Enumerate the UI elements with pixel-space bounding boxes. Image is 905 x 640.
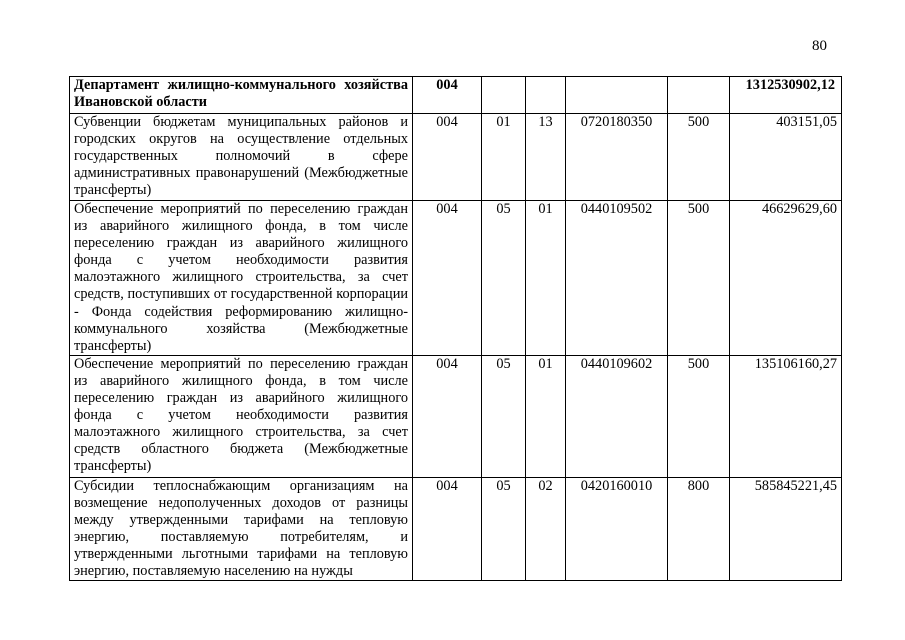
subsection-code-cell (526, 77, 566, 114)
expense-type-cell: 500 (668, 355, 730, 477)
budget-table (69, 76, 842, 581)
page-number: 80 (812, 38, 827, 54)
row-name-cell: Обеспечение мероприятий по переселению граждан из аварийного жилищного фонда, в том числе переселению граждан из аварийного жилищного фонда с учетом необходимости развития малоэтажного жилищного строительства, за счет средств, поступивших от государственной корпорации - Фонда содействия реформированию жилищно-коммунального хозяйства (Межбюджетные трансферты) (70, 201, 413, 356)
ministry-code-cell: 004 (413, 201, 482, 356)
section-code-cell: 05 (482, 201, 526, 356)
target-code-cell: 0420160010 (566, 477, 668, 581)
row-name-cell: Субсидии теплоснабжающим организациям на возмещение недополученных доходов от разницы между утвержденными тарифами на тепловую энергию, поставляемую потребителям, и утвержденными льготными тарифами на тепловую энергию, поставляемую населению на нужды (70, 477, 413, 581)
section-code-cell: 05 (482, 477, 526, 581)
row-name-cell: Обеспечение мероприятий по переселению граждан из аварийного жилищного фонда, в том числе переселению граждан из аварийного жилищного фонда с учетом необходимости развития малоэтажного жилищного строительства, за счет средств областного бюджета (Межбюджетные трансферты) (70, 355, 413, 477)
subsection-code-cell: 02 (526, 477, 566, 581)
amount-cell: 1312530902,12 (730, 77, 842, 114)
ministry-code-cell: 004 (413, 355, 482, 477)
row-name-cell: Субвенции бюджетам муниципальных районов и городских округов на осуществление отдельных государственных полномочий в сфере административных правонарушений (Межбюджетные трансферты) (70, 114, 413, 201)
table-row (70, 77, 842, 114)
subsection-code-cell: 13 (526, 114, 566, 201)
table-row (70, 355, 842, 477)
expense-type-cell: 500 (668, 201, 730, 356)
section-code-cell: 05 (482, 355, 526, 477)
subsection-code-cell: 01 (526, 201, 566, 356)
table-row (70, 477, 842, 581)
amount-cell: 46629629,60 (730, 201, 842, 356)
row-name-cell: Департамент жилищно-коммунального хозяйства Ивановской области (70, 77, 413, 114)
amount-cell: 585845221,45 (730, 477, 842, 581)
expense-type-cell (668, 77, 730, 114)
target-code-cell (566, 77, 668, 114)
subsection-code-cell: 01 (526, 355, 566, 477)
target-code-cell: 0440109602 (566, 355, 668, 477)
ministry-code-cell: 004 (413, 77, 482, 114)
ministry-code-cell: 004 (413, 477, 482, 581)
table-row (70, 114, 842, 201)
section-code-cell (482, 77, 526, 114)
ministry-code-cell: 004 (413, 114, 482, 201)
amount-cell: 135106160,27 (730, 355, 842, 477)
amount-cell: 403151,05 (730, 114, 842, 201)
table-row (70, 201, 842, 356)
expense-type-cell: 500 (668, 114, 730, 201)
expense-type-cell: 800 (668, 477, 730, 581)
target-code-cell: 0440109502 (566, 201, 668, 356)
section-code-cell: 01 (482, 114, 526, 201)
target-code-cell: 0720180350 (566, 114, 668, 201)
